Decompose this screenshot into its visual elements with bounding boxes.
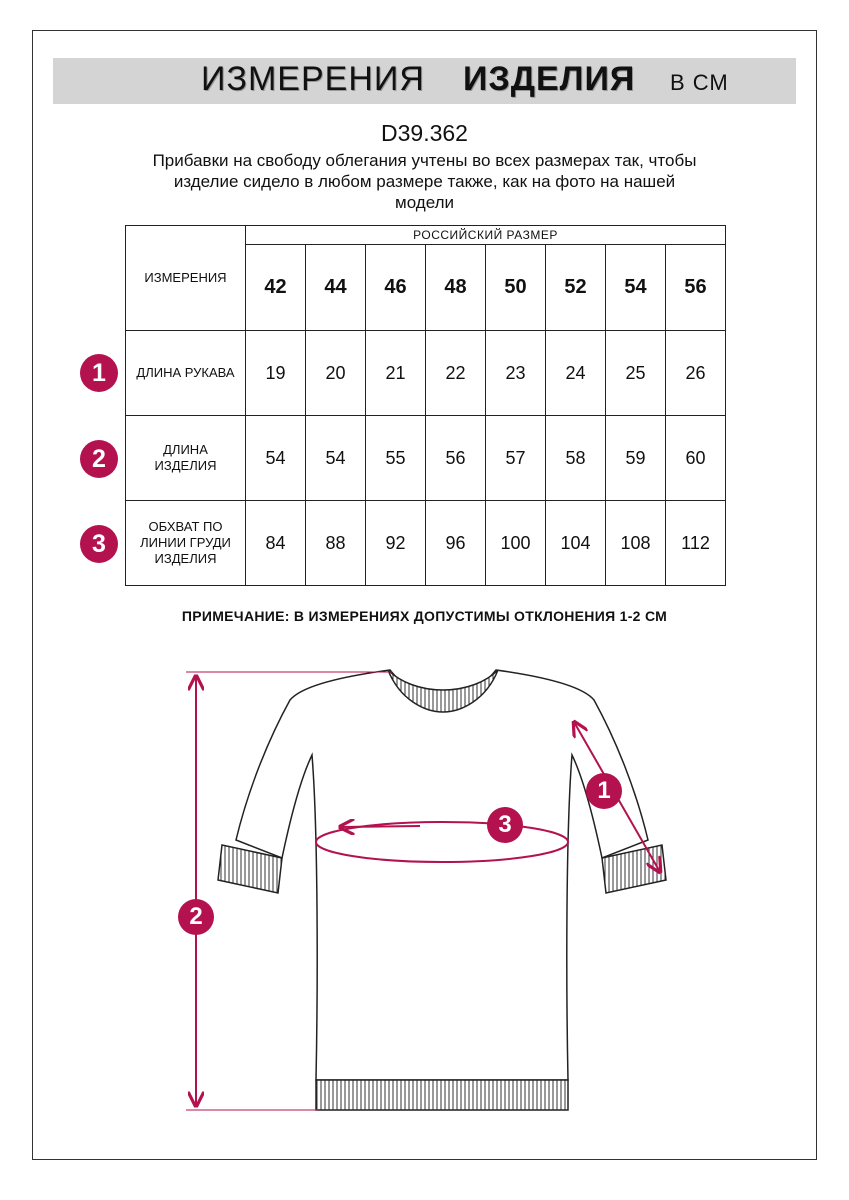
table-cell: 22 (426, 331, 486, 416)
size-system-header: РОССИЙСКИЙ РАЗМЕР (246, 226, 726, 245)
table-cell: 56 (426, 416, 486, 501)
chest-marker: 3 (487, 807, 523, 843)
title-measurements: ИЗМЕРЕНИЯ (201, 60, 425, 98)
table-cell: 88 (306, 501, 366, 586)
row-number-badge-3: 3 (80, 525, 118, 563)
size-header: 46 (366, 245, 426, 331)
title-unit: В СМ (670, 70, 729, 95)
table-cell: 24 (546, 331, 606, 416)
size-header: 54 (606, 245, 666, 331)
row-label-line: ДЛИНА (163, 442, 208, 457)
table-cell: 19 (246, 331, 306, 416)
row-label-line: ИЗДЕЛИЯ (154, 551, 217, 566)
table-cell: 59 (606, 416, 666, 501)
fit-description-line: Прибавки на свободу облегания учтены во всех размерах так, чтобы (152, 151, 697, 170)
table-cell: 84 (246, 501, 306, 586)
row-label-line: ИЗДЕЛИЯ (154, 458, 217, 473)
row-label-line: ДЛИНА РУКАВА (136, 365, 235, 380)
table-cell: 104 (546, 501, 606, 586)
size-header: 48 (426, 245, 486, 331)
row-number-badge-2: 2 (80, 440, 118, 478)
table-cell: 58 (546, 416, 606, 501)
title-garment: ИЗДЕЛИЯ (463, 60, 636, 98)
table-cell: 92 (366, 501, 426, 586)
size-header: 44 (306, 245, 366, 331)
size-header: 52 (546, 245, 606, 331)
hem-rib (316, 1080, 568, 1110)
size-header: 56 (666, 245, 726, 331)
length-marker: 2 (178, 899, 214, 935)
size-header: 50 (486, 245, 546, 331)
table-cell: 54 (246, 416, 306, 501)
product-code: D39.362 (381, 120, 468, 146)
sweater-outline (236, 670, 648, 1080)
row-number-badge-1: 1 (80, 354, 118, 392)
table-cell: 100 (486, 501, 546, 586)
fit-description-line: изделие сидело в любом размере также, как на фото на нашей (173, 172, 676, 191)
table-cell: 96 (426, 501, 486, 586)
table-cell: 112 (666, 501, 726, 586)
chest-arrow (340, 826, 420, 827)
table-cell: 20 (306, 331, 366, 416)
row-label-line: ЛИНИИ ГРУДИ (140, 535, 231, 550)
corner-header: ИЗМЕРЕНИЯ (126, 226, 246, 331)
table-cell: 25 (606, 331, 666, 416)
row-label-line: ОБХВАТ ПО (148, 519, 223, 534)
sleeve-marker: 1 (586, 773, 622, 809)
table-cell: 54 (306, 416, 366, 501)
table-cell: 23 (486, 331, 546, 416)
table-cell: 57 (486, 416, 546, 501)
table-cell: 26 (666, 331, 726, 416)
table-cell: 60 (666, 416, 726, 501)
table-cell: 55 (366, 416, 426, 501)
table-cell: 108 (606, 501, 666, 586)
table-cell: 21 (366, 331, 426, 416)
size-header: 42 (246, 245, 306, 331)
fit-description-line: модели (395, 193, 454, 212)
tolerance-note: ПРИМЕЧАНИЕ: В ИЗМЕРЕНИЯХ ДОПУСТИМЫ ОТКЛОНЕНИЯ 1-2 СМ (181, 608, 668, 624)
